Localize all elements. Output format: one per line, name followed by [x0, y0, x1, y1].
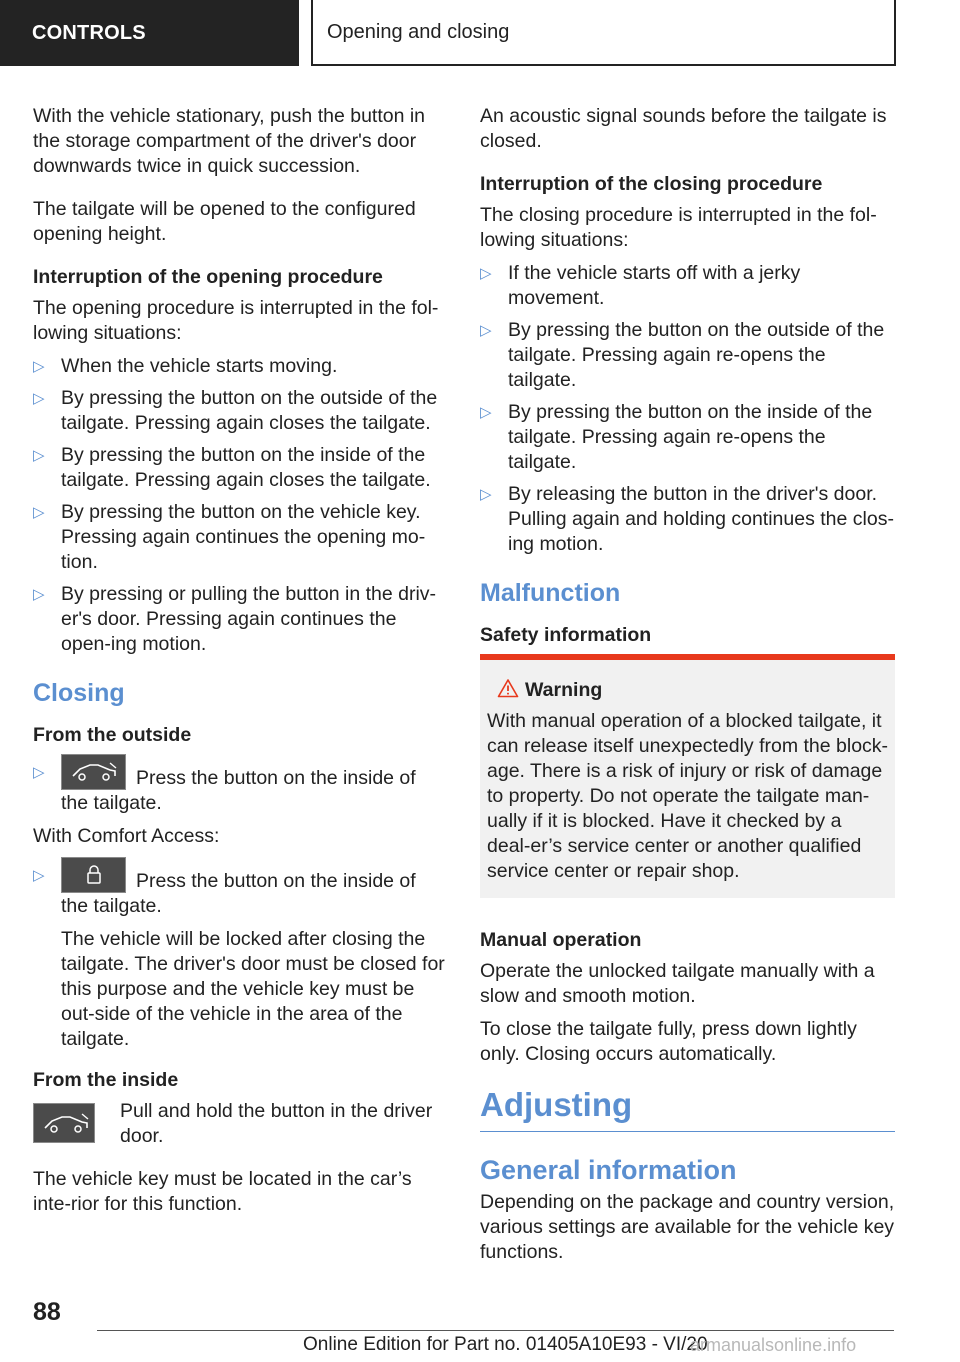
bullet-triangle-icon: ▷ [33, 504, 45, 521]
paragraph: To close the tailgate fully, press down lightly only. Closing occurs automatically. [480, 1018, 857, 1065]
paragraph: Operate the unlocked tailgate manually with a slow and smooth motion. [480, 960, 875, 1007]
bullet-triangle-icon: ▷ [480, 265, 492, 282]
bullet-triangle-icon: ▷ [33, 586, 45, 603]
heading-closing: Closing [33, 679, 125, 707]
list-item: ▷ By pressing the button on the outside of the tailgate. Pressing again closes the tailgate. [33, 387, 438, 434]
bullet-triangle-icon: ▷ [33, 358, 45, 375]
paragraph: With Comfort Access: [33, 825, 220, 847]
heading-safety: Safety information [480, 624, 652, 646]
lock-button-icon [61, 857, 126, 893]
section-label: CONTROLS [0, 0, 299, 66]
bullet-triangle-icon: ▷ [33, 867, 45, 884]
paragraph: With the vehicle stationary, push the button in the storage compartment of the driver's door downwards twice in quick succession. [33, 105, 426, 177]
watermark: armanualsonline.info [690, 1335, 857, 1355]
chapter-label: Opening and closing [311, 0, 896, 66]
paragraph: The vehicle key must be located in the car’s inte‐rior for this function. [33, 1168, 412, 1215]
paragraph: Depending on the package and country version, various settings are available for the vehicle key functions. [480, 1191, 895, 1263]
list-item: ▷ By releasing the button in the driver's door. Pulling again and holding continues the clos‐ing motion. [480, 483, 894, 555]
tailgate-close-button-icon [61, 754, 126, 790]
warning-triangle-icon [497, 678, 519, 698]
list-item: ▷ Press the button on the inside of the tailgate. [33, 754, 448, 816]
footer-divider [97, 1330, 894, 1331]
right-column [480, 104, 895, 1283]
opening-interrupt-list [33, 354, 448, 657]
heading-from-inside: From the inside [33, 1069, 179, 1091]
paragraph: The tailgate will be opened to the configured opening height. [33, 198, 416, 245]
left-column [33, 104, 448, 1235]
list-item: ▷ Press the button on the inside of the tailgate. The vehicle will be locked after closing the tailgate. The driver's door must be closed for this purpose and the vehicle key must be out‐side of the vehicle in the area of the tailgate. [33, 857, 448, 1052]
inside-text: Pull and hold the button in the driver door. [120, 1100, 433, 1147]
heading-from-outside: From the outside [33, 724, 192, 746]
bullet-triangle-icon: ▷ [480, 486, 492, 503]
warning-text: With manual operation of a blocked tailgate, it can release itself unexpectedly from the block‐age. There is a risk of injury or risk of damage to property. Do not operate the tailgate man‐ually if it is blocked. Have it checked by a deal‐er’s service center or another qualified service center or repair shop. [487, 710, 889, 882]
page-header [0, 0, 960, 66]
warning-box [480, 654, 895, 898]
paragraph: The opening procedure is interrupted in the fol‐lowing situations: [33, 297, 439, 344]
heading-manual-operation: Manual operation [480, 929, 642, 951]
list-item: ▷ By pressing the button on the inside of the tailgate. Pressing again closes the tailgate. [33, 444, 431, 491]
bullet-triangle-icon: ▷ [480, 322, 492, 339]
closing-interrupt-list [480, 261, 895, 557]
paragraph: The closing procedure is interrupted in the fol‐lowing situations: [480, 204, 877, 251]
bullet-triangle-icon: ▷ [33, 390, 45, 407]
list-item: ▷ When the vehicle starts moving. [33, 355, 338, 377]
heading-general-information: General information [480, 1155, 737, 1185]
outside-list [33, 754, 448, 816]
warning-title: Warning [487, 678, 889, 703]
heading-interrupt-closing: Interruption of the closing procedure [480, 173, 823, 195]
heading-adjusting: Adjusting [480, 1085, 895, 1132]
heading-malfunction: Malfunction [480, 579, 621, 607]
heading-interrupt-opening: Interruption of the opening procedure [33, 266, 383, 288]
list-item: ▷ By pressing or pulling the button in the driv‐er's door. Pressing again continues the open‐ing motion. [33, 583, 437, 655]
list-item: ▷ By pressing the button on the vehicle key. Pressing again continues the opening mo‐tion. [33, 501, 426, 573]
inside-button-row [33, 1099, 448, 1149]
page-number: 88 [33, 1298, 61, 1326]
list-item: ▷ By pressing the button on the outside of the tailgate. Pressing again re-opens the tailgate. [480, 319, 885, 391]
bullet-triangle-icon: ▷ [480, 404, 492, 421]
comfort-list [33, 857, 448, 1052]
list-item: ▷ If the vehicle starts off with a jerky movement. [480, 262, 801, 309]
paragraph: An acoustic signal sounds before the tailgate is closed. [480, 105, 887, 152]
comfort-note: The vehicle will be locked after closing the tailgate. The driver's door must be closed for this purpose and the vehicle key must be out‐side of the vehicle in the area of the tailgate. [61, 928, 445, 1050]
tailgate-inside-button-icon [33, 1103, 95, 1143]
bullet-triangle-icon: ▷ [33, 764, 45, 781]
bullet-triangle-icon: ▷ [33, 447, 45, 464]
footer-edition: Online Edition for Part no. 01405A10E93 - VI/20 [303, 1334, 708, 1355]
list-item: ▷ By pressing the button on the inside of the tailgate. Pressing again re-opens the tailgate. [480, 401, 873, 473]
